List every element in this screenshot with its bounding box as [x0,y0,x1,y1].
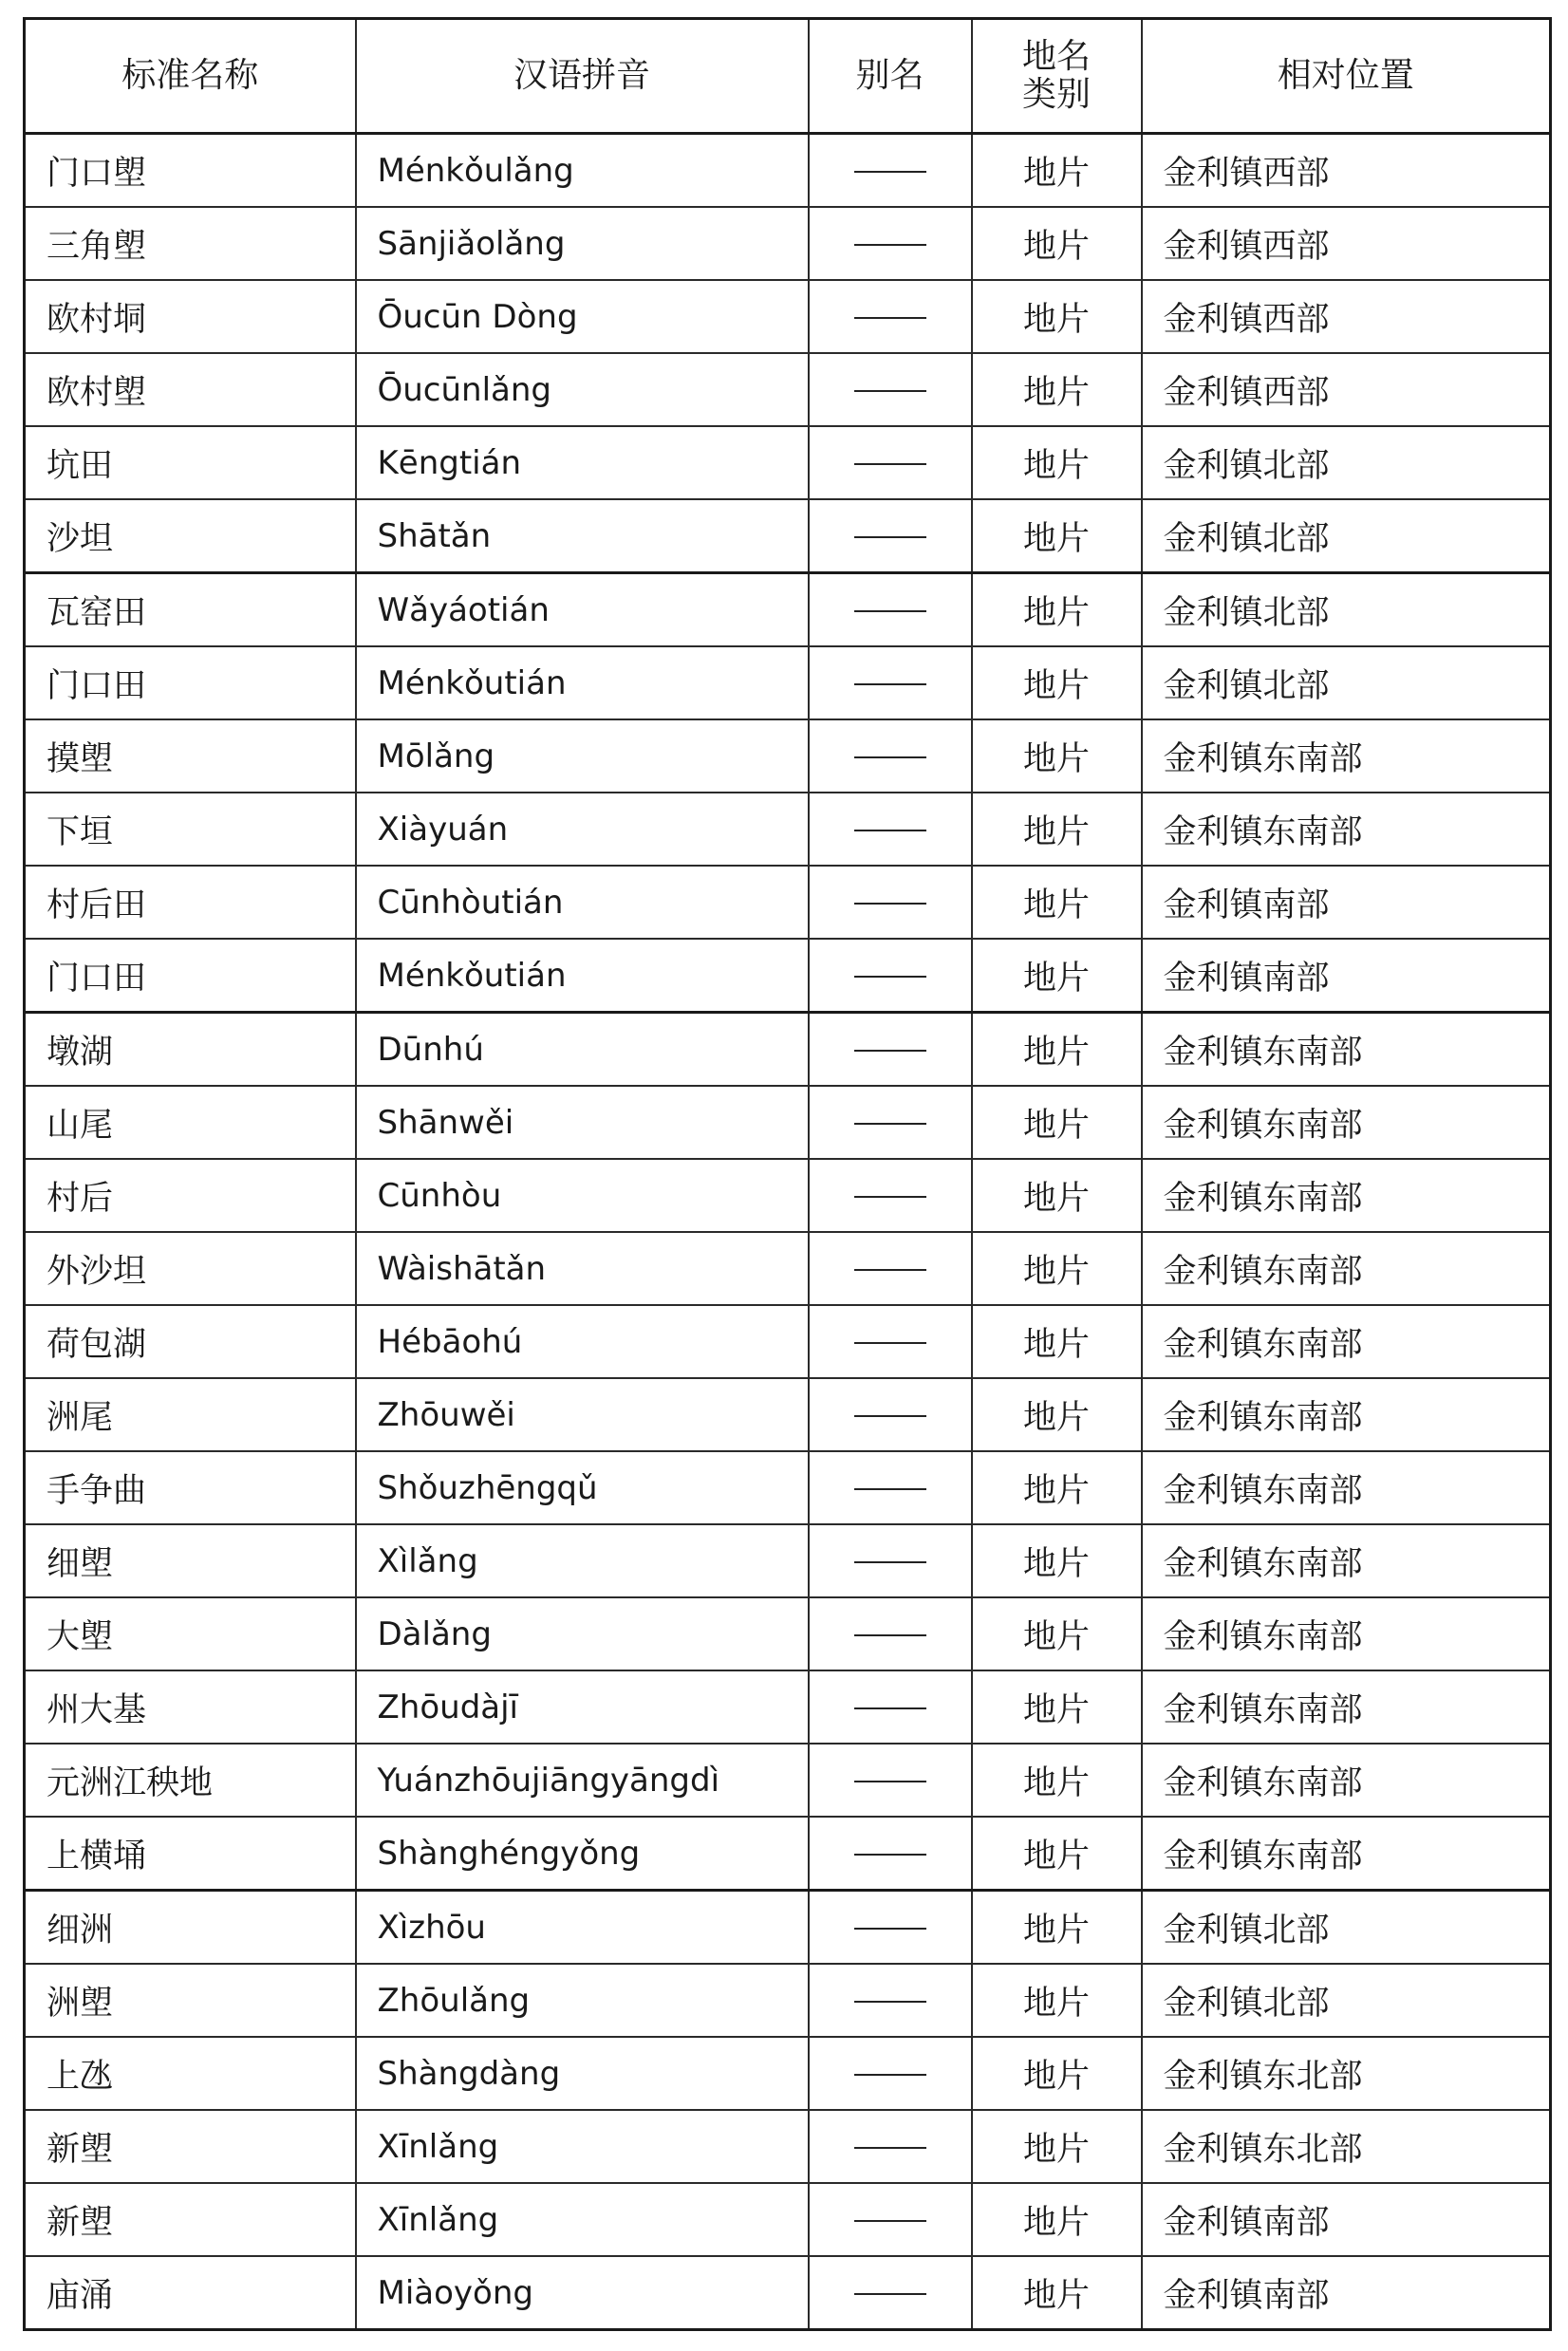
cell-alias [809,1378,972,1451]
cell-pinyin: Xìzhōu [356,1891,809,1965]
header-pinyin: 汉语拼音 [356,19,809,134]
cell-category: 地片 [972,1232,1142,1305]
cell-standard-name: 沙坦 [25,499,356,573]
alias-empty-dash [854,1634,926,1636]
cell-relative-location: 金利镇西部 [1142,353,1551,426]
cell-standard-name: 大塱 [25,1597,356,1670]
table-row [25,207,1551,280]
cell-relative-location: 金利镇东南部 [1142,1305,1551,1378]
table-row [25,646,1551,719]
alias-empty-dash [854,1050,926,1052]
cell-relative-location: 金利镇东北部 [1142,2110,1551,2183]
cell-relative-location: 金利镇东南部 [1142,1232,1551,1305]
table-row [25,1744,1551,1817]
cell-standard-name: 门口塱 [25,134,356,208]
cell-standard-name: 村后田 [25,866,356,939]
cell-alias [809,207,972,280]
cell-standard-name: 细塱 [25,1524,356,1597]
alias-empty-dash [854,463,926,465]
cell-pinyin: Ōucūnlǎng [356,353,809,426]
cell-category: 地片 [972,1817,1142,1891]
alias-empty-dash [854,2293,926,2295]
table-body [25,134,1551,2330]
cell-standard-name: 摸塱 [25,719,356,793]
cell-relative-location: 金利镇东南部 [1142,1524,1551,1597]
table-row [25,1670,1551,1744]
cell-relative-location: 金利镇西部 [1142,207,1551,280]
header-category [972,19,1142,134]
alias-empty-dash [854,683,926,685]
cell-alias [809,353,972,426]
table-row [25,1817,1551,1891]
cell-pinyin: Zhōuwěi [356,1378,809,1451]
table-row [25,1378,1551,1451]
cell-relative-location: 金利镇西部 [1142,280,1551,353]
cell-alias [809,2256,972,2330]
cell-pinyin: Wàishātǎn [356,1232,809,1305]
cell-alias [809,866,972,939]
cell-standard-name: 下垣 [25,793,356,866]
alias-empty-dash [854,1342,926,1344]
cell-category: 地片 [972,280,1142,353]
table-row [25,2037,1551,2110]
table-row [25,2256,1551,2330]
alias-empty-dash [854,536,926,538]
alias-empty-dash [854,903,926,905]
cell-pinyin: Xiàyuán [356,793,809,866]
alias-empty-dash [854,2220,926,2222]
cell-relative-location: 金利镇南部 [1142,2183,1551,2256]
cell-relative-location: 金利镇北部 [1142,1891,1551,1965]
cell-relative-location: 金利镇南部 [1142,939,1551,1013]
cell-standard-name: 门口田 [25,646,356,719]
alias-empty-dash [854,1561,926,1563]
cell-pinyin: Shānwěi [356,1086,809,1159]
cell-category: 地片 [972,1597,1142,1670]
cell-standard-name: 州大基 [25,1670,356,1744]
cell-relative-location: 金利镇南部 [1142,2256,1551,2330]
cell-alias [809,1524,972,1597]
header-category-line1: 地名 [1021,37,1091,76]
cell-standard-name: 门口田 [25,939,356,1013]
cell-alias [809,939,972,1013]
cell-relative-location: 金利镇南部 [1142,866,1551,939]
cell-pinyin: Shātǎn [356,499,809,573]
cell-pinyin: Miàoyǒng [356,2256,809,2330]
header-row [25,19,1551,134]
cell-category: 地片 [972,134,1142,208]
cell-alias [809,1817,972,1891]
cell-pinyin: Xīnlǎng [356,2110,809,2183]
cell-pinyin: Ménkǒutián [356,939,809,1013]
table-row [25,499,1551,573]
cell-relative-location: 金利镇东南部 [1142,1451,1551,1524]
cell-category: 地片 [972,1891,1142,1965]
cell-category: 地片 [972,2183,1142,2256]
alias-empty-dash [854,171,926,173]
cell-alias [809,793,972,866]
header-relative-location: 相对位置 [1142,19,1551,134]
alias-empty-dash [854,2074,926,2076]
cell-alias [809,1305,972,1378]
table-row [25,793,1551,866]
cell-relative-location: 金利镇北部 [1142,573,1551,647]
table-row [25,1159,1551,1232]
cell-pinyin: Shàngdàng [356,2037,809,2110]
cell-pinyin: Wǎyáotián [356,573,809,647]
cell-pinyin: Dàlǎng [356,1597,809,1670]
table-row [25,353,1551,426]
table-row [25,426,1551,499]
alias-empty-dash [854,1781,926,1782]
cell-alias [809,1086,972,1159]
cell-standard-name: 手争曲 [25,1451,356,1524]
cell-pinyin: Xìlǎng [356,1524,809,1597]
cell-category: 地片 [972,207,1142,280]
cell-category: 地片 [972,1159,1142,1232]
alias-empty-dash [854,1854,926,1856]
cell-alias [809,426,972,499]
cell-standard-name: 墩湖 [25,1013,356,1087]
cell-pinyin: Dūnhú [356,1013,809,1087]
cell-alias [809,280,972,353]
table-row [25,2110,1551,2183]
table-row [25,719,1551,793]
cell-pinyin: Kēngtián [356,426,809,499]
cell-category: 地片 [972,939,1142,1013]
cell-standard-name: 洲塱 [25,1964,356,2037]
cell-standard-name: 新塱 [25,2183,356,2256]
cell-standard-name: 新塱 [25,2110,356,2183]
cell-relative-location: 金利镇东南部 [1142,793,1551,866]
table-row [25,1013,1551,1087]
table-row [25,1305,1551,1378]
cell-category: 地片 [972,866,1142,939]
alias-empty-dash [854,1488,926,1490]
cell-standard-name: 庙涌 [25,2256,356,2330]
cell-category: 地片 [972,2110,1142,2183]
cell-category: 地片 [972,2256,1142,2330]
table-header [25,19,1551,134]
cell-relative-location: 金利镇东南部 [1142,1817,1551,1891]
cell-relative-location: 金利镇北部 [1142,1964,1551,2037]
cell-category: 地片 [972,426,1142,499]
cell-standard-name: 瓦窑田 [25,573,356,647]
cell-pinyin: Cūnhòutián [356,866,809,939]
cell-category: 地片 [972,573,1142,647]
cell-relative-location: 金利镇西部 [1142,134,1551,208]
cell-standard-name: 外沙坦 [25,1232,356,1305]
cell-pinyin: Sānjiǎolǎng [356,207,809,280]
cell-relative-location: 金利镇东南部 [1142,1013,1551,1087]
table-row [25,1964,1551,2037]
cell-standard-name: 元洲江秧地 [25,1744,356,1817]
table-row [25,866,1551,939]
cell-alias [809,1744,972,1817]
alias-empty-dash [854,756,926,758]
cell-category: 地片 [972,793,1142,866]
cell-relative-location: 金利镇东南部 [1142,719,1551,793]
cell-alias [809,2183,972,2256]
alias-empty-dash [854,2147,926,2149]
cell-alias [809,1159,972,1232]
cell-pinyin: Zhōulǎng [356,1964,809,2037]
alias-empty-dash [854,2001,926,2003]
cell-relative-location: 金利镇北部 [1142,426,1551,499]
cell-pinyin: Ménkǒulǎng [356,134,809,208]
cell-standard-name: 三角塱 [25,207,356,280]
cell-alias [809,2037,972,2110]
place-name-table [23,17,1552,2331]
alias-empty-dash [854,1928,926,1930]
cell-pinyin: Mōlǎng [356,719,809,793]
table-row [25,1524,1551,1597]
cell-standard-name: 上氹 [25,2037,356,2110]
cell-standard-name: 坑田 [25,426,356,499]
table-row [25,573,1551,647]
cell-category: 地片 [972,1451,1142,1524]
alias-empty-dash [854,1269,926,1271]
cell-category: 地片 [972,1378,1142,1451]
cell-alias [809,1964,972,2037]
cell-pinyin: Zhōudàjī [356,1670,809,1744]
table-row [25,1597,1551,1670]
cell-alias [809,1013,972,1087]
table-row [25,2183,1551,2256]
cell-alias [809,1451,972,1524]
cell-relative-location: 金利镇东南部 [1142,1378,1551,1451]
table-row [25,134,1551,208]
cell-relative-location: 金利镇东南部 [1142,1159,1551,1232]
cell-standard-name: 洲尾 [25,1378,356,1451]
cell-pinyin: Cūnhòu [356,1159,809,1232]
cell-alias [809,719,972,793]
cell-standard-name: 上横埇 [25,1817,356,1891]
alias-empty-dash [854,976,926,978]
cell-category: 地片 [972,646,1142,719]
header-category-line2: 类别 [1021,75,1091,114]
table-row [25,1451,1551,1524]
cell-standard-name: 荷包湖 [25,1305,356,1378]
table-row [25,1891,1551,1965]
cell-standard-name: 村后 [25,1159,356,1232]
table-row [25,1232,1551,1305]
cell-category: 地片 [972,2037,1142,2110]
alias-empty-dash [854,830,926,831]
cell-pinyin: Ōucūn Dòng [356,280,809,353]
cell-category: 地片 [972,1524,1142,1597]
cell-standard-name: 山尾 [25,1086,356,1159]
cell-standard-name: 欧村垌 [25,280,356,353]
alias-empty-dash [854,390,926,392]
cell-category: 地片 [972,1670,1142,1744]
cell-category: 地片 [972,499,1142,573]
alias-empty-dash [854,610,926,612]
cell-pinyin: Ménkǒutián [356,646,809,719]
cell-alias [809,1597,972,1670]
alias-empty-dash [854,317,926,319]
alias-empty-dash [854,1196,926,1198]
cell-category: 地片 [972,1013,1142,1087]
cell-alias [809,2110,972,2183]
cell-relative-location: 金利镇北部 [1142,499,1551,573]
table-row [25,939,1551,1013]
cell-alias [809,134,972,208]
alias-empty-dash [854,1415,926,1417]
alias-empty-dash [854,244,926,246]
cell-alias [809,1891,972,1965]
cell-standard-name: 细洲 [25,1891,356,1965]
cell-standard-name: 欧村塱 [25,353,356,426]
cell-alias [809,1670,972,1744]
cell-relative-location: 金利镇东南部 [1142,1670,1551,1744]
cell-category: 地片 [972,353,1142,426]
header-standard-name: 标准名称 [25,19,356,134]
cell-relative-location: 金利镇东南部 [1142,1744,1551,1817]
cell-alias [809,1232,972,1305]
table-row [25,1086,1551,1159]
alias-empty-dash [854,1123,926,1125]
cell-relative-location: 金利镇东南部 [1142,1086,1551,1159]
cell-pinyin: Shǒuzhēngqǔ [356,1451,809,1524]
cell-relative-location: 金利镇东北部 [1142,2037,1551,2110]
header-alias: 别名 [809,19,972,134]
cell-pinyin: Xīnlǎng [356,2183,809,2256]
cell-relative-location: 金利镇东南部 [1142,1597,1551,1670]
cell-alias [809,499,972,573]
cell-category: 地片 [972,1086,1142,1159]
cell-pinyin: Yuánzhōujiāngyāngdì [356,1744,809,1817]
cell-alias [809,646,972,719]
cell-relative-location: 金利镇北部 [1142,646,1551,719]
cell-category: 地片 [972,719,1142,793]
cell-category: 地片 [972,1744,1142,1817]
place-name-sheet [23,17,1549,2331]
table-row [25,280,1551,353]
cell-pinyin: Hébāohú [356,1305,809,1378]
cell-category: 地片 [972,1305,1142,1378]
cell-alias [809,573,972,647]
alias-empty-dash [854,1707,926,1709]
cell-category: 地片 [972,1964,1142,2037]
cell-pinyin: Shànghéngyǒng [356,1817,809,1891]
